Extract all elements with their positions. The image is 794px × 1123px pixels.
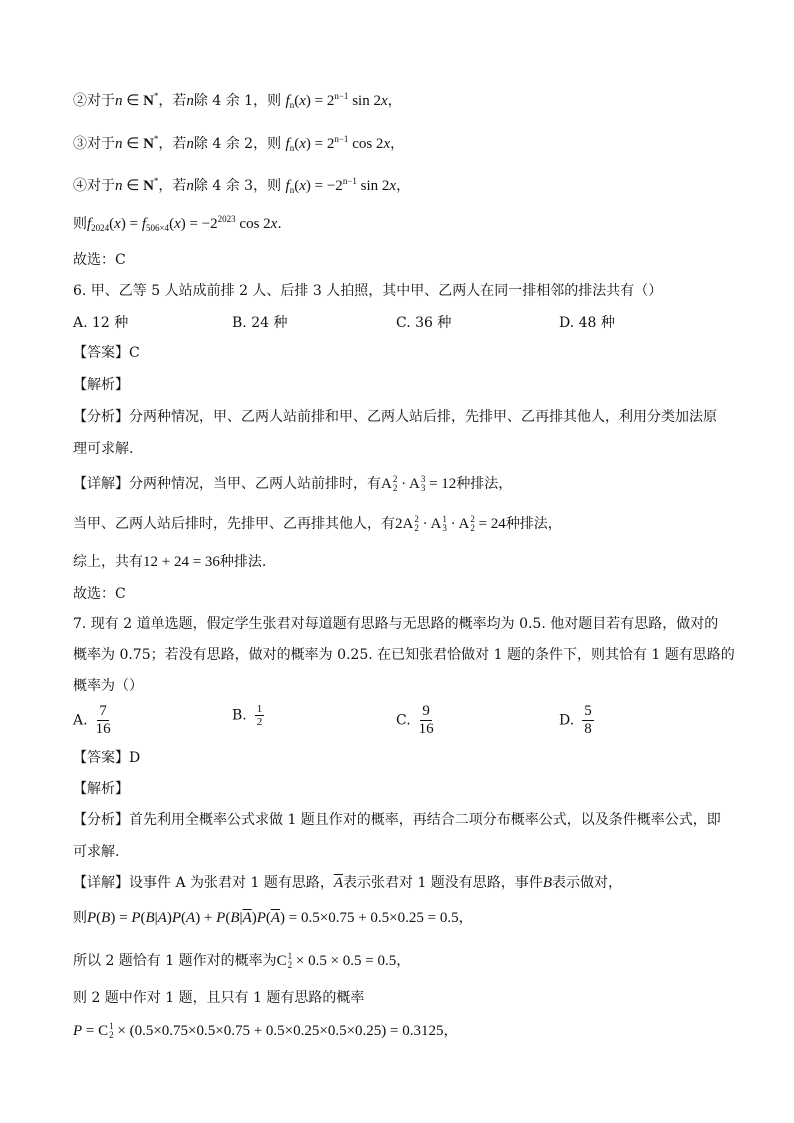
question-7-line3: 概率为（） [73,678,143,694]
fenxi-6-line2: 理可求解. [73,441,134,457]
fraction-d: $\frac{5}{8}$ [584,703,592,737]
question-7-line1: 7. 现有 2 道单选题，假定学生张君对每道题有思路与无思路的概率均为 0.5. 他对题目若有思路，做对的 [73,616,719,632]
fraction-b: $\frac{1}{2}$ [256,703,263,728]
fenxi-7-line2: 可求解. [73,844,120,860]
xiangjie-6-line1: 【详解】分两种情况，当甲、乙两人站前排时，有A 2 2 · A 3 3 = 12种排法， [73,474,513,493]
choose-answer-5: 故选：C [73,252,126,268]
fraction-a: $\frac{7}{16}$ [95,703,111,737]
q7-option-a: A. $\frac{7}{16}$ [73,703,111,737]
fraction-c: $\frac{9}{16}$ [418,703,434,737]
fenxi-6-line1: 【分析】分两种情况，甲、乙两人站前排和甲、乙两人站后排，先排甲、乙再排其他人，利用分类加法原 [73,409,717,425]
xiangjie-7-line1: 【详解】设事件 A 为张君对 1 题有思路，$\overline{A}$表示张君对 1 题没有思路，事件B表示做对， [73,875,622,891]
xiangjie-7-line4: 则 2 题中作对 1 题，且只有 1 题有思路的概率 [73,990,365,1006]
xiangjie-7-line5: P = C 1 2 × (0.5×0.75×0.5×0.75 + 0.5×0.25×0.5×0.25) = 0.3125， [73,1021,458,1040]
choose-answer-6: 故选：C [73,586,126,602]
question-7-line2: 概率为 0.75；若没有思路，做对的概率为 0.25. 在已知张君恰做对 1 题的条件下，则其恰有 1 题有思路的 [73,647,735,663]
q7-option-d: D. $\frac{5}{8}$ [559,703,592,737]
q6-option-d: D. 48 种 [559,315,615,331]
xiangjie-7-line2: 则$P(B) = P(B|A)P(A) + P(B|\overline{A})P(\overline{A}) = 0.5\times 0.75 + 0.5\times 0.25 = 0.5$， [73,910,473,926]
jiexi-6: 【解析】 [73,377,129,393]
question-6: 6. 甲、乙等 5 人站成前排 2 人、后排 3 人拍照，其中甲、乙两人在同一排相邻的排法共有（） [73,283,663,299]
answer-6: 【答案】C [73,345,140,361]
q7-option-b: B. $\frac{1}{2}$ [232,703,263,728]
fenxi-7-line1: 【分析】首先利用全概率公式求做 1 题且作对的概率，再结合二项分布概率公式，以及条件概率公式，即 [73,812,721,828]
q6-option-a: A. 12 种 [73,315,129,331]
conclusion-line: 则$f_{2024}(x) = f_{506\times 4}(x) = -2^{2023}$ cos 2x. [73,214,282,233]
xiangjie-7-line3: 所以 2 题恰有 1 题作对的概率为C 1 2 × 0.5 × 0.5 = 0.5， [73,951,411,970]
q6-option-b: B. 24 种 [232,315,288,331]
formula-line-3: ③对于n ∈ N*，若n除 4 余 2，则 $f_n(x) = 2^{n-1}$ cos 2x， [73,134,405,153]
jiexi-7: 【解析】 [73,781,129,797]
q7-option-c: C. $\frac{9}{16}$ [396,703,434,737]
xiangjie-6-line3: 综上，共有12 + 24 = 36种排法. [73,554,267,570]
xiangjie-6-line2: 当甲、乙两人站后排时，先排甲、乙再排其他人，有2A 2 2 · A 1 3 · A 2 2 = 24种排法， [73,514,562,533]
q6-option-c: C. 36 种 [396,315,452,331]
answer-7: 【答案】D [73,750,141,766]
formula-line-2: ②对于n ∈ N*，若n除 4 余 1，则 $f_n(x) = 2^{n-1}$ sin 2x， [73,91,402,110]
formula-line-4: ④对于n ∈ N*，若n除 4 余 3，则 $f_n(x) = -2^{n-1}$ sin 2x， [73,176,411,195]
